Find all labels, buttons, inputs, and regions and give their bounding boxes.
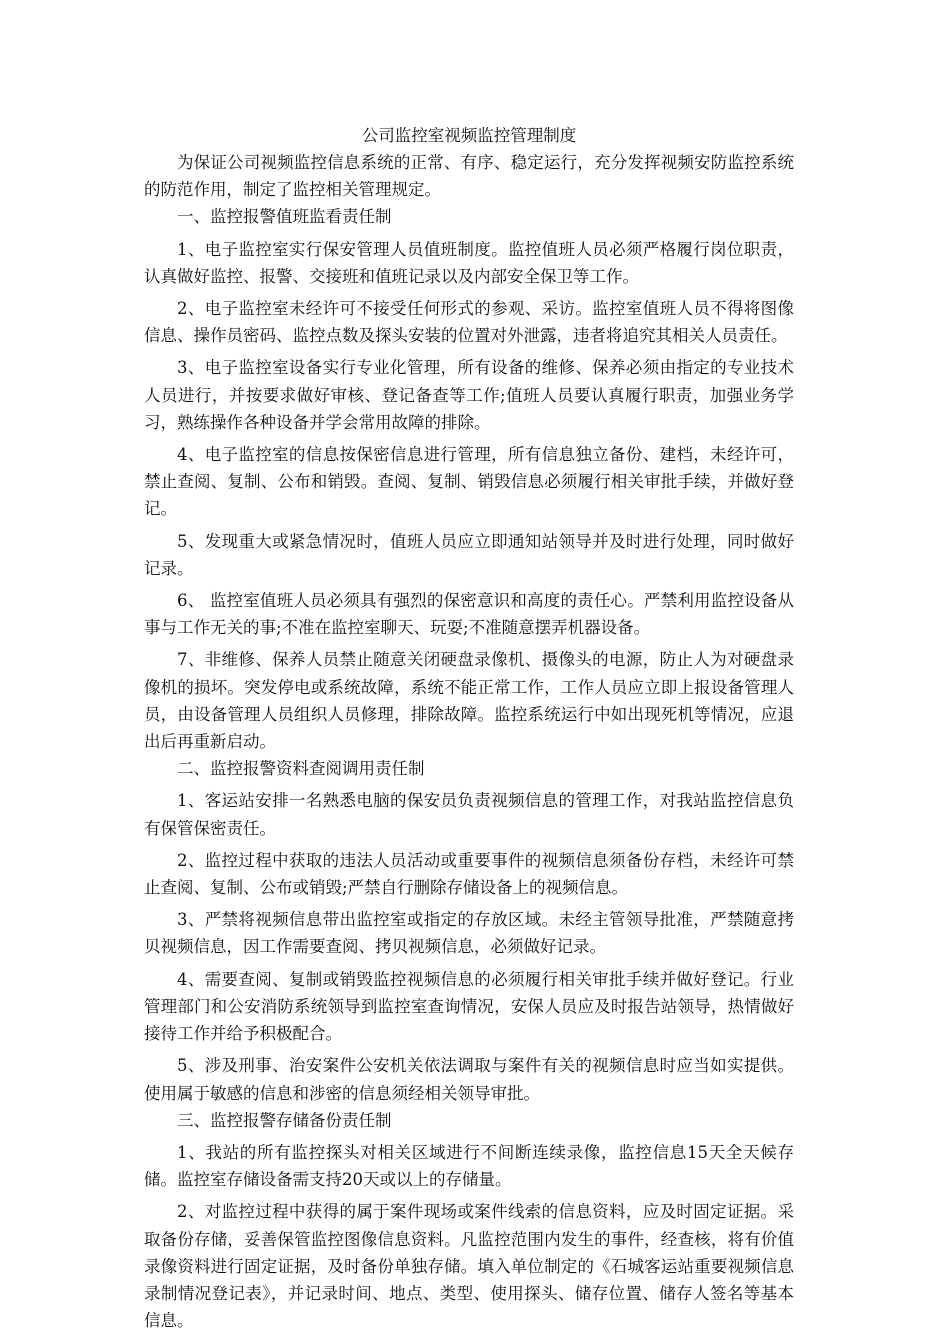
section-1-paragraph-2: 2、电子监控室未经许可不接受任何形式的参观、采访。监控室值班人员不得将图像信息、操作员密码、监控点数及探头安装的位置对外泄露，违者将追究其相关人员责任。 [144,299,794,346]
section-heading-1: 一、监控报警值班监看责任制 [177,207,392,227]
section-1-paragraph-7: 7、非维修、保养人员禁止随意关闭硬盘录像机、摄像头的电源，防止人为对硬盘录像机的损坏。突发停电或系统故障，系统不能正常工作，工作人员应立即上报设备管理人员，由设备管理人员组织人员修理，排除故障。监控系统运行中如出现死机等情况，应退出后再重新启动。 [144,650,794,752]
intro-paragraph: 为保证公司视频监控信息系统的正常、有序、稳定运行，充分发挥视频安防监控系统的防范作用，制定了监控相关管理规定。 [144,153,794,200]
section-heading-3: 三、监控报警存储备份责任制 [177,1110,392,1130]
section-3-paragraph-2: 2、对监控过程中获得的属于案件现场或案件线索的信息资料，应及时固定证据。采取备份存储，妥善保管监控图像信息资料。凡监控范围内发生的事件，经查核，将有价值录像资料进行固定证据，及时备份单独存储。填入单位制定的《石城客运站重要视频信息录制情况登记表》，并记录时间、地点、类型、使用探头、储存位置、储存人签名等基本信息。 [144,1202,794,1331]
section-1-paragraph-3: 3、电子监控室设备实行专业化管理，所有设备的维修、保养必须由指定的专业技术人员进行，并按要求做好审核、登记备查等工作;值班人员要认真履行职责，加强业务学习，熟练操作各种设备并学会常用故障的排除。 [144,358,794,432]
section-2-paragraph-1: 1、客运站安排一名熟悉电脑的保安员负责视频信息的管理工作，对我站监控信息负有保管保密责任。 [144,791,794,838]
document-page [144,122,794,1334]
document-title: 公司监控室视频监控管理制度 [361,126,577,145]
section-2-paragraph-4: 4、需要查阅、复制或销毁监控视频信息的必须履行相关审批手续并做好登记。行业管理部门和公安消防系统领导到监控室查询情况，安保人员应及时报告站领导，热情做好接待工作并给予积极配合。 [144,969,794,1044]
section-2-paragraph-2: 2、监控过程中获取的违法人员活动或重要事件的视频信息须备份存档，未经许可禁止查阅、复制、公布或销毁;严禁自行删除存储设备上的视频信息。 [144,850,794,898]
section-heading-2: 二、监控报警资料查阅调用责任制 [177,759,425,779]
section-2-paragraph-3: 3、严禁将视频信息带出监控室或指定的存放区域。未经主管领导批准，严禁随意拷贝视频信息，因工作需要查阅、拷贝视频信息，必须做好记录。 [144,910,794,957]
section-3-paragraph-1: 1、我站的所有监控探头对相关区域进行不间断连续录像，监控信息15天全天候存储。监控室存储设备需支持20天或以上的存储量。 [144,1142,794,1190]
section-1-paragraph-1: 1、电子监控室实行保安管理人员值班制度。监控值班人员必须严格履行岗位职责，认真做好监控、报警、交接班和值班记录以及内部安全保卫等工作。 [144,239,794,286]
section-2-paragraph-5: 5、涉及刑事、治安案件公安机关依法调取与案件有关的视频信息时应当如实提供。使用属于敏感的信息和涉密的信息须经相关领导审批。 [144,1056,794,1103]
section-1-paragraph-4: 4、电子监控室的信息按保密信息进行管理，所有信息独立备份、建档，未经许可，禁止查阅、复制、公布和销毁。查阅、复制、销毁信息必须履行相关审批手续，并做好登记。 [144,445,794,519]
section-1-paragraph-6: 6、 监控室值班人员必须具有强烈的保密意识和高度的责任心。严禁利用监控设备从事与工作无关的事;不准在监控室聊天、玩耍;不准随意摆弄机器设备。 [144,591,794,638]
section-1-paragraph-5: 5、发现重大或紧急情况时，值班人员应立即通知站领导并及时进行处理，同时做好记录。 [144,531,794,578]
